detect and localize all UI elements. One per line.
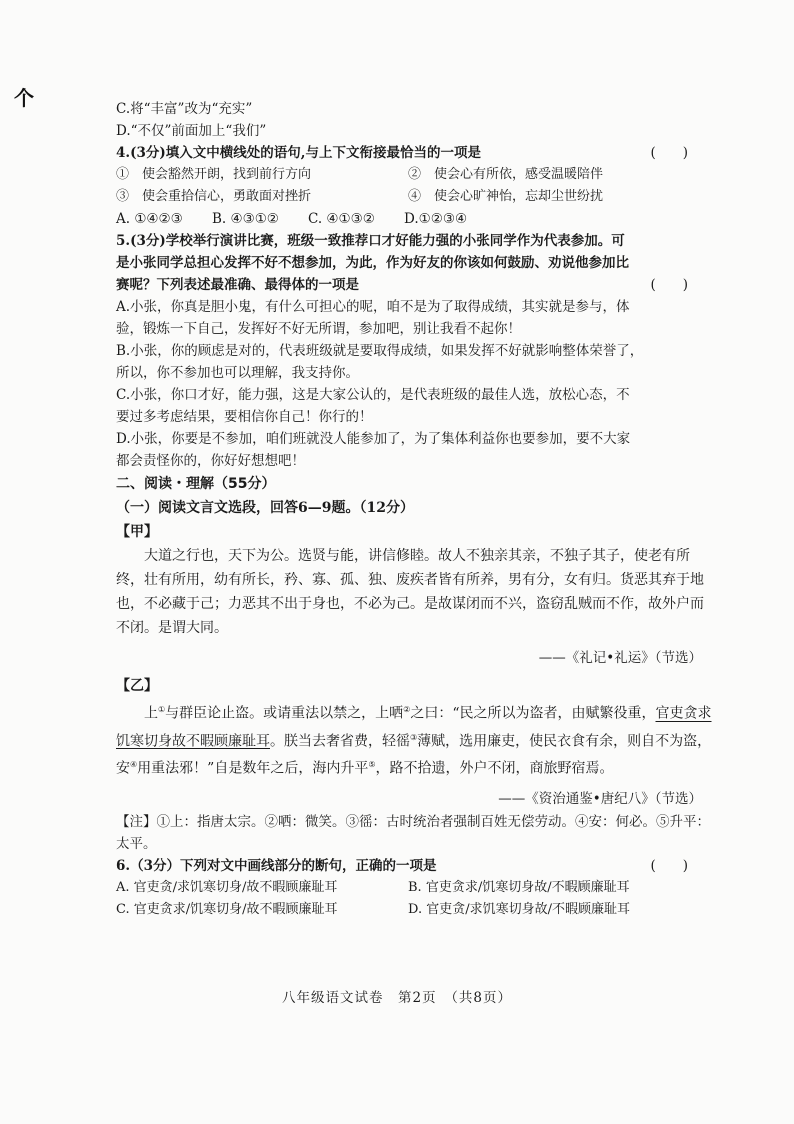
yi-note-mark-3: ③	[410, 732, 418, 742]
q4-answer-bracket: ( )	[650, 145, 688, 161]
annotation-note: 【注】①上：指唐太宗。②哂：微笑。③徭：古时统治者强制百姓无偿劳动。④安：何必。⑤升平：太平。	[116, 813, 710, 852]
q6-option-a: A. 官吏贪/求饥寒切身/故不暇顾廉耻耳	[116, 879, 338, 895]
yi-seg-f: 用重法邪！”自是数年之后，海内升平	[137, 760, 369, 777]
scan-edge-glyph: 个	[14, 86, 34, 110]
page-footer: 八年级语文试卷 第2页 （共8页）	[282, 990, 512, 1006]
yi-note-mark-2: ②	[403, 705, 411, 714]
yi-note-mark-5: ⑤	[368, 760, 376, 770]
yi-note-mark-1: ①	[158, 705, 166, 714]
q3-option-c: C.将“丰富”改为“充实”	[116, 101, 253, 117]
q4-item-1: ① 使会豁然开朗，找到前行方向	[116, 167, 312, 182]
q6-options	[116, 877, 716, 921]
passage-jia-source: ——《礼记•礼运》（节选）	[538, 650, 702, 666]
q5-option-c-line-1: C.小张，你口才好，能力强，这是大家公认的，是代表班级的最佳人选，放松心态，不	[116, 387, 630, 403]
q5-option-b-line-2: 所以，你不参加也可以理解，我支持你。	[116, 365, 359, 381]
passage-jia-text: 大道之行也，天下为公。选贤与能，讲信修睦。故人不独亲其亲，不独子其子，使老有所终，壮有所用，幼有所长，矜、寡、孤、独、废疾者皆有所养，男有分，女有归。货恶其弃于地也，不必藏于己；力恶其不出于身也，不必为己。是故谋闭而不兴，盗窃乱贼而不作，故外户而不闭。是谓大同。	[116, 548, 704, 636]
q4-choice-a: A. ①④②③	[116, 211, 183, 227]
q4-item-4: ④ 使会心旷神怡，忘却尘世纷扰	[408, 189, 604, 204]
q6-option-d: D. 官吏贪/求饥寒切身故/不暇顾廉耻耳	[408, 901, 630, 917]
q5-option-d-line-1: D.小张，你要是不参加，咱们班就没人能参加了，为了集体利益你也要参加，要不大家	[116, 431, 631, 447]
q6-option-b: B. 官吏贪求/饥寒切身故/不暇顾廉耻耳	[408, 879, 630, 895]
yi-seg-a: 上	[144, 705, 158, 722]
passage-yi-label: 【乙】	[116, 678, 158, 694]
yi-seg-d: 。朕当去奢省费，轻徭	[270, 733, 410, 750]
passage-yi-text	[116, 698, 716, 781]
q4-item-2: ② 使会心有所依，感受温暖陪伴	[408, 167, 604, 182]
yi-underlined-sentence: 官吏贪求饥寒切身故不暇顾廉耻耳	[116, 705, 712, 750]
q4-choice-d: D.①②③④	[404, 211, 468, 227]
q6-stem	[116, 855, 716, 877]
q5-stem-line-2: 是小张同学总担心发挥不好不想参加，为此，作为好友的你该如何鼓励、劝说他参加比	[116, 255, 629, 271]
q5-option-d-line-2: 都会责怪你的，你好好想想吧！	[116, 453, 305, 469]
q5-answer-bracket: ( )	[650, 277, 688, 293]
q4-choices	[116, 208, 716, 230]
q4-stem-text: 4.(3分)填入文中横线处的语句,与上下文衔接最恰当的一项是	[116, 145, 481, 161]
q4-item-3: ③ 使会重拾信心，勇敢面对挫折	[116, 189, 312, 204]
q4-choice-b: B. ④③①②	[212, 211, 279, 227]
yi-note-mark-4: ④	[130, 760, 138, 770]
q5-stem-line-1: 5.(3分)学校举行演讲比赛，班级一致推荐口才好能力强的小张同学作为代表参加。可	[116, 233, 625, 249]
yi-seg-b: 与群臣论止盗。或请重法以禁之，上哂	[165, 705, 404, 722]
q5-option-b-line-1: B.小张，你的顾虑是对的，代表班级就是要取得成绩，如果发挥不好就影响整体荣誉了，	[116, 343, 644, 359]
q5-option-a-line-2: 验，锻炼一下自己，发挥好不好无所谓，参加吧，别让我看不起你！	[116, 321, 521, 337]
yi-seg-c: 之曰：“民之所以为盗者，由赋繁役重，	[410, 705, 656, 722]
section-2-sub-1: （一）阅读文言文选段，回答6—9题。（12分）	[116, 500, 414, 516]
q5-option-c-line-2: 要过多考虑结果，要相信你自己！你行的！	[116, 409, 373, 425]
q5-stem-line-3	[116, 274, 716, 296]
section-2-title: 二、阅读・理解（55分）	[116, 476, 276, 492]
passage-jia-label: 【甲】	[116, 524, 158, 540]
passage-yi-source: ——《资治通鉴•唐纪八》（节选）	[498, 790, 702, 807]
yi-seg-e: 薄赋，选用廉吏，使民衣食有余，则自不为盗，安	[116, 733, 712, 777]
q3-option-d: D.“不仅”前面加上“我们”	[116, 123, 267, 139]
q6-option-c: C. 官吏贪求/饥寒切身/故不暇顾廉耻耳	[116, 901, 338, 917]
q5-option-a-line-1: A.小张，你真是胆小鬼，有什么可担心的呢，咱不是为了取得成绩，其实就是参与，体	[116, 299, 630, 315]
q4-choice-c: C. ④①③②	[308, 211, 375, 227]
q4-items	[116, 164, 716, 208]
q4-stem	[116, 142, 716, 164]
q5-stem-line-3-text: 赛呢？下列表述最准确、最得体的一项是	[116, 277, 359, 293]
exam-content	[116, 98, 716, 921]
yi-seg-g: ，路不拾遗，外户不闭，商旅野宿焉。	[375, 760, 614, 777]
q6-stem-text: 6.（3分）下列对文中画线部分的断句，正确的一项是	[116, 857, 437, 874]
q6-answer-bracket: ( )	[650, 857, 688, 874]
